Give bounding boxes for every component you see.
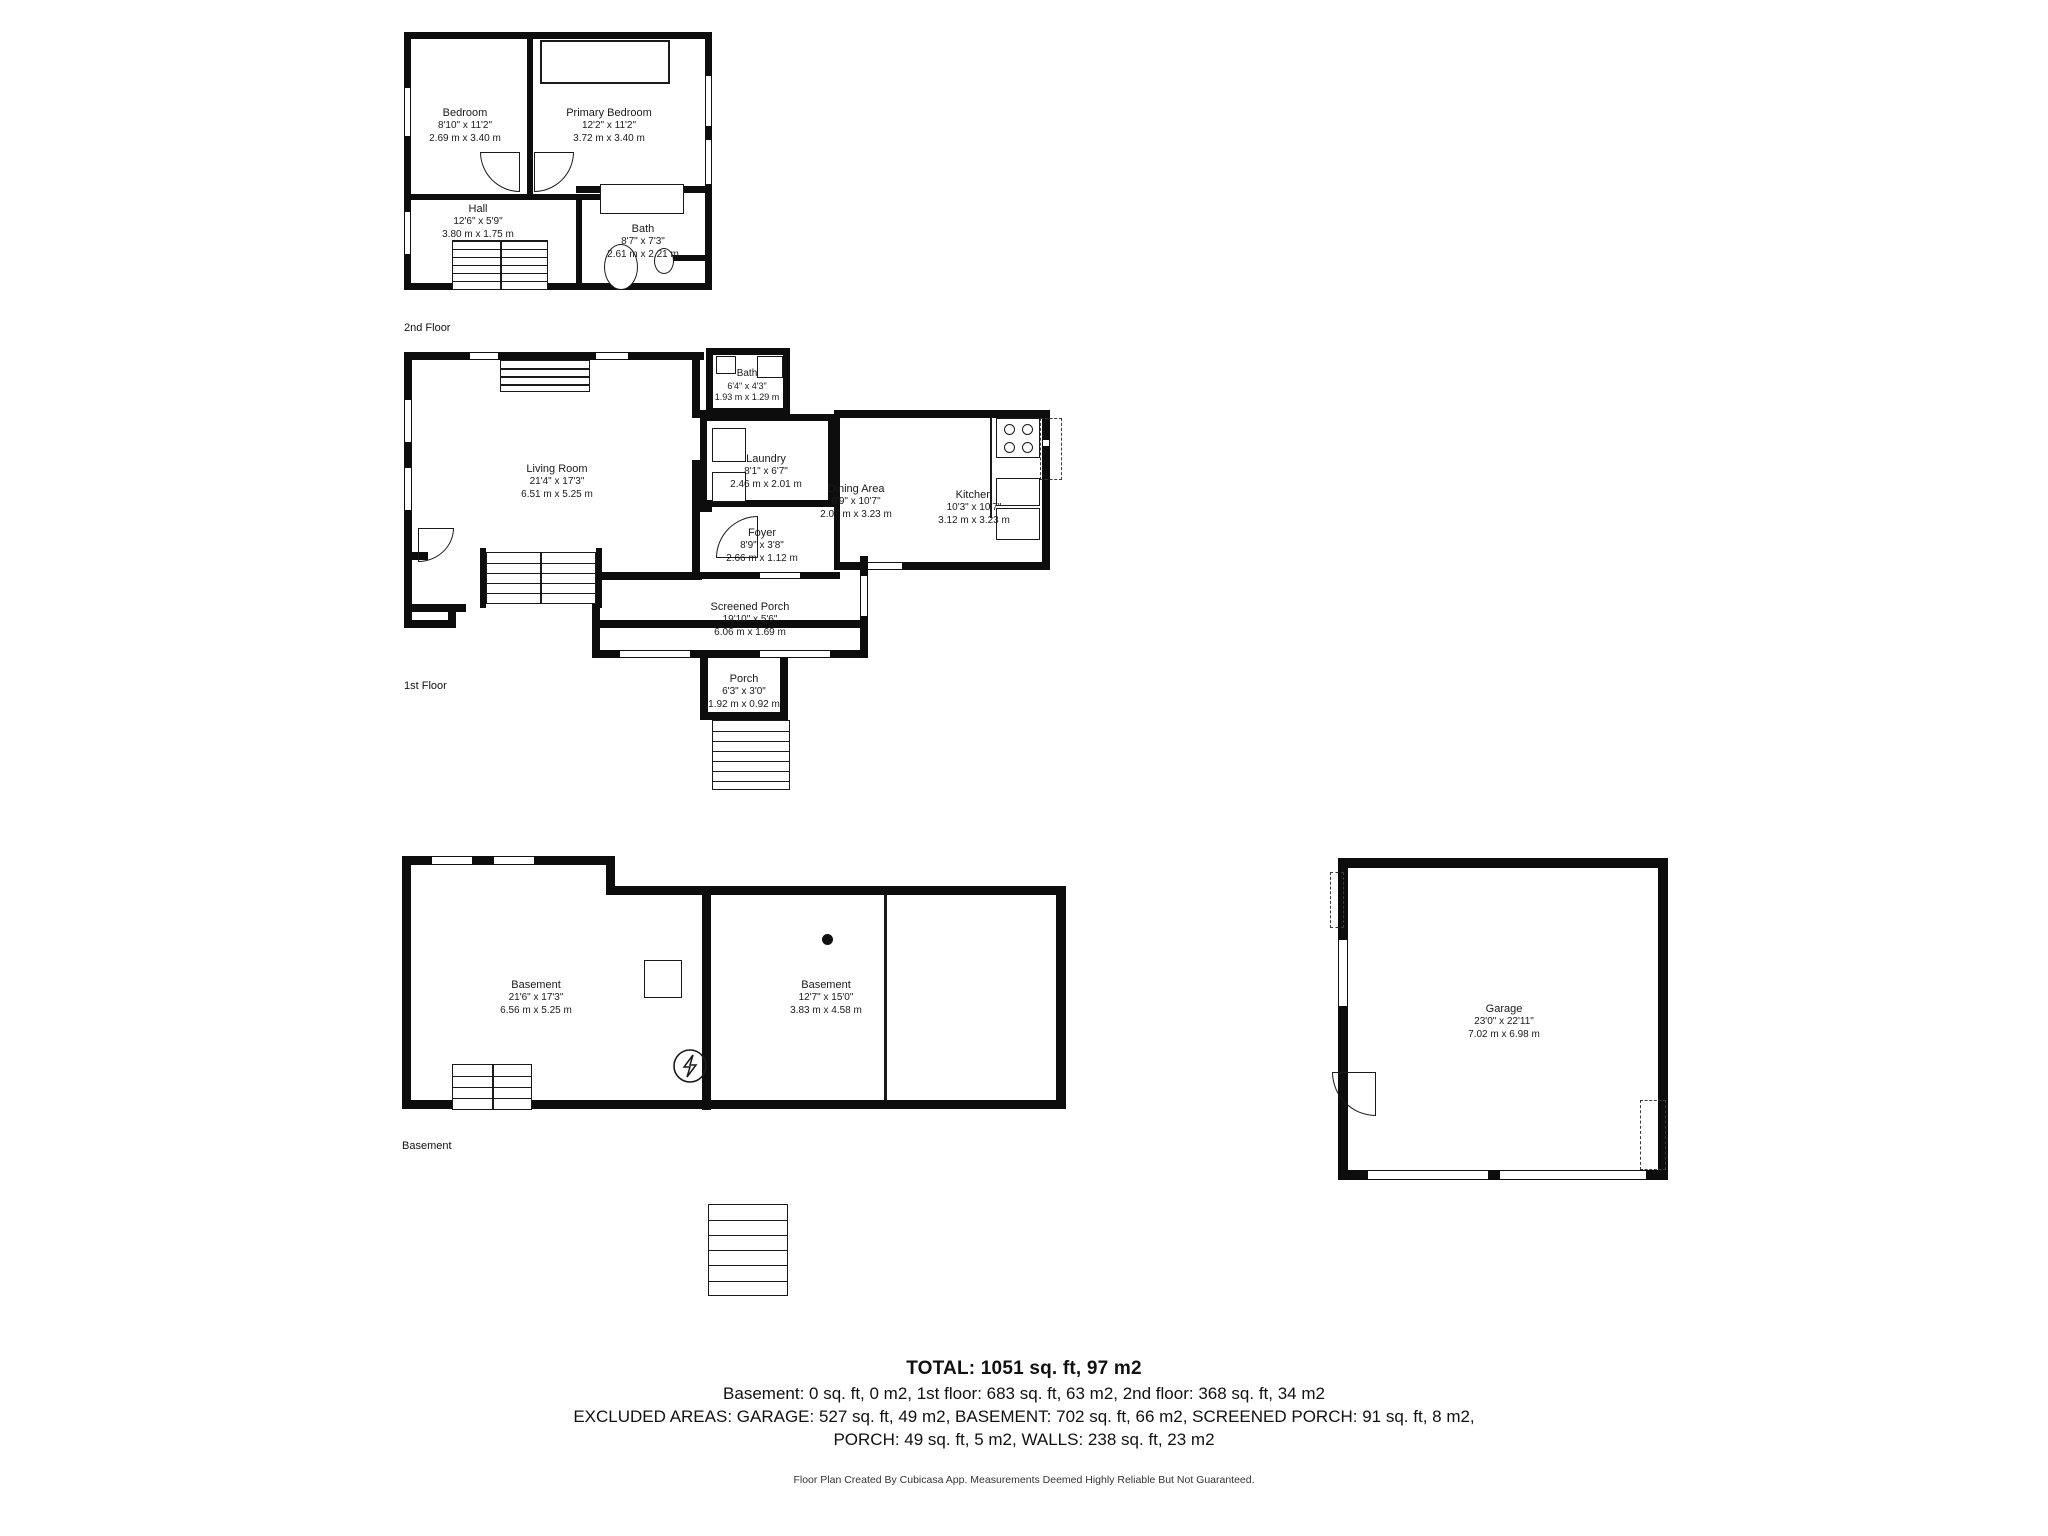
room-label-porch: Porch 6'3" x 3'0" 1.92 m x 0.92 m	[708, 673, 780, 710]
garage-door	[1368, 1170, 1488, 1180]
wall	[404, 32, 712, 39]
room-label-primary-bedroom: Primary Bedroom 12'2" x 11'2" 3.72 m x 3.40 m	[566, 107, 652, 144]
window	[1338, 940, 1348, 1006]
stair-rail	[540, 552, 542, 604]
room-label-foyer: Foyer 8'9" x 3'8" 2.66 m x 1.12 m	[726, 527, 798, 564]
window	[404, 468, 412, 510]
storage-outline	[1640, 1100, 1666, 1170]
wall	[404, 352, 704, 360]
column-marker	[822, 934, 833, 945]
door	[480, 152, 520, 192]
wall	[404, 283, 712, 290]
hatch-line	[500, 384, 590, 386]
closet-line	[540, 40, 670, 42]
hatch-line	[500, 376, 590, 378]
room-label-dining-area: Dining Area 6'9" x 10'7" 2.07 m x 3.23 m	[820, 483, 892, 520]
room-label-living-room: Living Room 21'4" x 17'3" 6.51 m x 5.25 m	[521, 463, 593, 500]
wall	[700, 712, 788, 720]
wall	[596, 548, 602, 608]
wall	[592, 572, 702, 580]
window	[860, 576, 868, 616]
closet-line	[540, 82, 670, 84]
wall	[576, 194, 582, 290]
hatch-line	[500, 368, 590, 370]
wall	[1056, 886, 1066, 1108]
window	[760, 572, 800, 579]
excluded-areas-line-2: PORCH: 49 sq. ft, 5 m2, WALLS: 238 sq. ft, 23 m2	[833, 1430, 1215, 1449]
window	[432, 856, 472, 865]
stair-rail	[500, 240, 502, 290]
window	[494, 856, 534, 865]
door	[534, 152, 574, 192]
room-label-kitchen: Kitchen 10'3" x 10'7" 3.12 m x 3.23 m	[938, 489, 1010, 526]
wall	[448, 604, 456, 628]
wall	[404, 194, 614, 200]
room-label-bath-2nd: Bath 8'7" x 7'3" 2.61 m x 2.21 m	[607, 223, 679, 260]
wall	[702, 886, 1060, 895]
wall	[700, 414, 834, 421]
room-label-bedroom: Bedroom 8'10" x 11'2" 2.69 m x 3.40 m	[429, 107, 501, 144]
garage-door	[1500, 1170, 1646, 1180]
closet-line	[540, 40, 542, 84]
wall	[404, 604, 466, 612]
room-label-basement-right: Basement 12'7" x 15'0" 3.83 m x 4.58 m	[790, 979, 862, 1016]
total-area: TOTAL: 1051 sq. ft, 97 m2	[906, 1358, 1142, 1379]
window	[404, 400, 412, 442]
window-outline	[1330, 872, 1344, 928]
floor-tag-2nd: 2nd Floor	[404, 322, 451, 334]
burner-icon	[1022, 424, 1033, 435]
excluded-areas-line-1: EXCLUDED AREAS: GARAGE: 527 sq. ft, 49 m2, BASEMENT: 702 sq. ft, 66 m2, SCREENED PORCH: 91 sq. ft, 8 m2,	[573, 1407, 1475, 1426]
utility-fixture	[644, 960, 682, 998]
window	[470, 352, 498, 360]
room-label-hall: Hall 12'6" x 5'9" 3.80 m x 1.75 m	[442, 203, 514, 240]
wall	[606, 886, 710, 895]
burner-icon	[1022, 442, 1033, 453]
wall	[480, 548, 486, 608]
room-label-bath-1st: Bath 6'4" x 4'3" 1.93 m x 1.29 m	[714, 368, 780, 403]
burner-icon	[1004, 424, 1015, 435]
exterior-staircase	[712, 720, 790, 790]
room-label-garage: Garage 23'0" x 22'11" 7.02 m x 6.98 m	[1468, 1003, 1540, 1040]
window	[760, 650, 830, 658]
closet-line	[668, 40, 670, 84]
window	[620, 650, 690, 658]
room-label-basement-left: Basement 21'6" x 17'3" 6.56 m x 5.25 m	[500, 979, 572, 1016]
vanity-fixture	[600, 184, 684, 214]
burner-icon	[1004, 442, 1015, 453]
wall	[706, 348, 790, 355]
wall	[692, 460, 700, 522]
door	[418, 528, 454, 562]
room-label-laundry: Laundry 8'1" x 6'7" 2.46 m x 2.01 m	[730, 453, 802, 490]
window	[866, 562, 902, 570]
wall	[402, 856, 411, 1106]
floor-area-breakdown: Basement: 0 sq. ft, 0 m2, 1st floor: 683 sq. ft, 63 m2, 2nd floor: 368 sq. ft, 34 m2	[723, 1384, 1325, 1403]
window	[705, 76, 712, 126]
floor-tag-basement: Basement	[402, 1140, 452, 1152]
credit-line: Floor Plan Created By Cubicasa App. Measurements Deemed Highly Reliable But Not Guaranteed.	[793, 1474, 1255, 1486]
wall	[900, 562, 1050, 570]
wall	[834, 410, 1050, 418]
window	[596, 352, 628, 360]
wall	[692, 516, 700, 576]
cabinet-outline	[1040, 418, 1062, 480]
window	[404, 212, 411, 254]
summary-block	[0, 1358, 2048, 1450]
floor-tag-1st: 1st Floor	[404, 680, 447, 692]
electrical-panel-icon	[672, 1048, 708, 1084]
wall	[860, 620, 868, 658]
room-label-screened-porch: Screened Porch 19'10" x 5'6" 6.06 m x 1.69 m	[710, 601, 790, 638]
stove-fixture	[996, 418, 1040, 458]
wall	[700, 506, 712, 512]
wall	[592, 620, 600, 658]
wall	[1338, 858, 1668, 868]
stair-rail	[492, 1064, 494, 1110]
window	[705, 140, 712, 184]
staircase-detail	[708, 1204, 788, 1296]
